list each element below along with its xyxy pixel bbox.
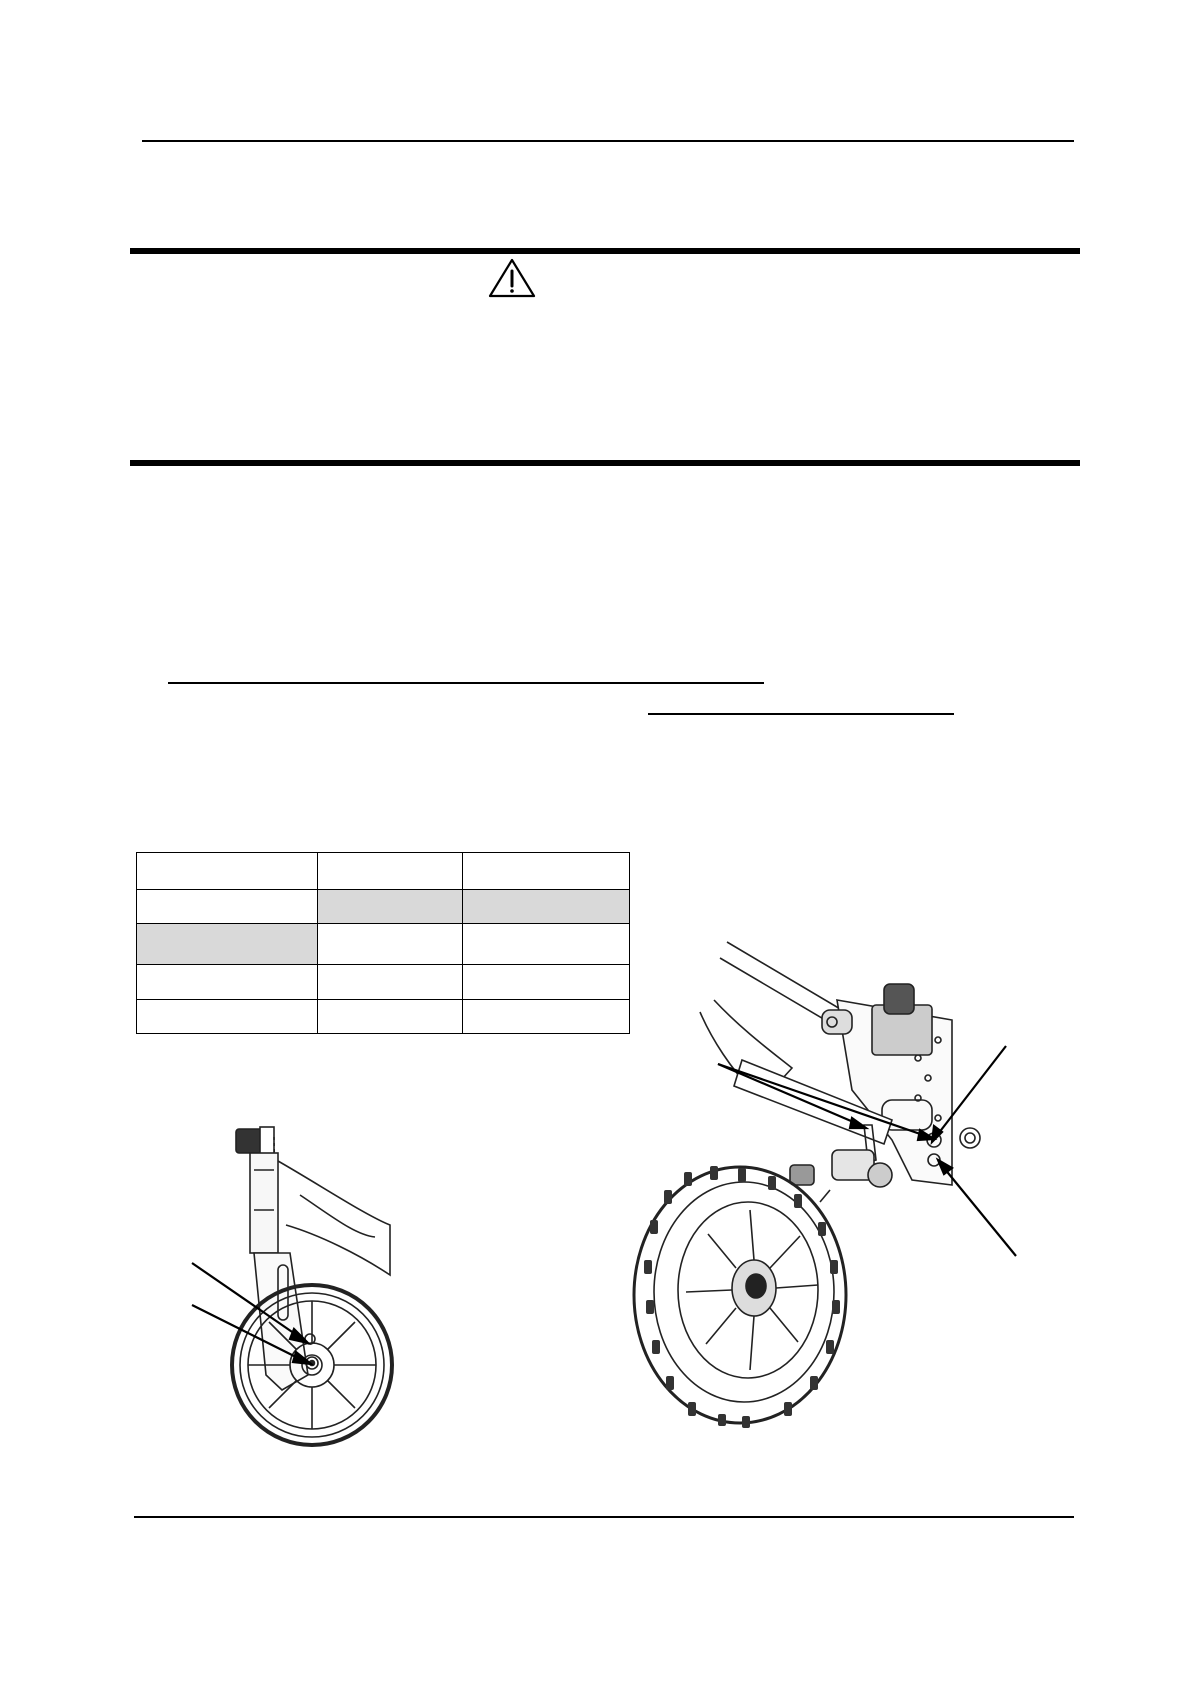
header-rule [142,140,1074,142]
table-row [137,890,630,924]
table-cell [137,965,318,1000]
table-cell-shaded [137,924,318,965]
table-row [137,924,630,965]
table-cell [463,924,630,965]
underline-line-2 [648,713,954,715]
front-caster-wheel-illustration [190,1125,420,1465]
underline-line-1 [168,682,764,684]
table-cell [317,1000,463,1034]
table-cell [463,1000,630,1034]
table-row [137,853,630,890]
table-cell-shaded [317,890,463,924]
spec-table [136,852,630,1034]
table-cell [137,853,318,890]
table-row [137,965,630,1000]
warning-bottom-bar [130,460,1080,466]
table-cell-shaded [463,890,630,924]
table-cell [463,965,630,1000]
rear-wheel-frame-mount-illustration [622,940,1032,1440]
footer-rule [134,1516,1074,1518]
warning-top-bar [130,248,1080,254]
warning-triangle-icon [488,258,536,298]
table-row [137,1000,630,1034]
table-cell [137,890,318,924]
table-cell [463,853,630,890]
table-cell [137,1000,318,1034]
table-cell [317,965,463,1000]
table-cell [317,924,463,965]
table-cell [317,853,463,890]
